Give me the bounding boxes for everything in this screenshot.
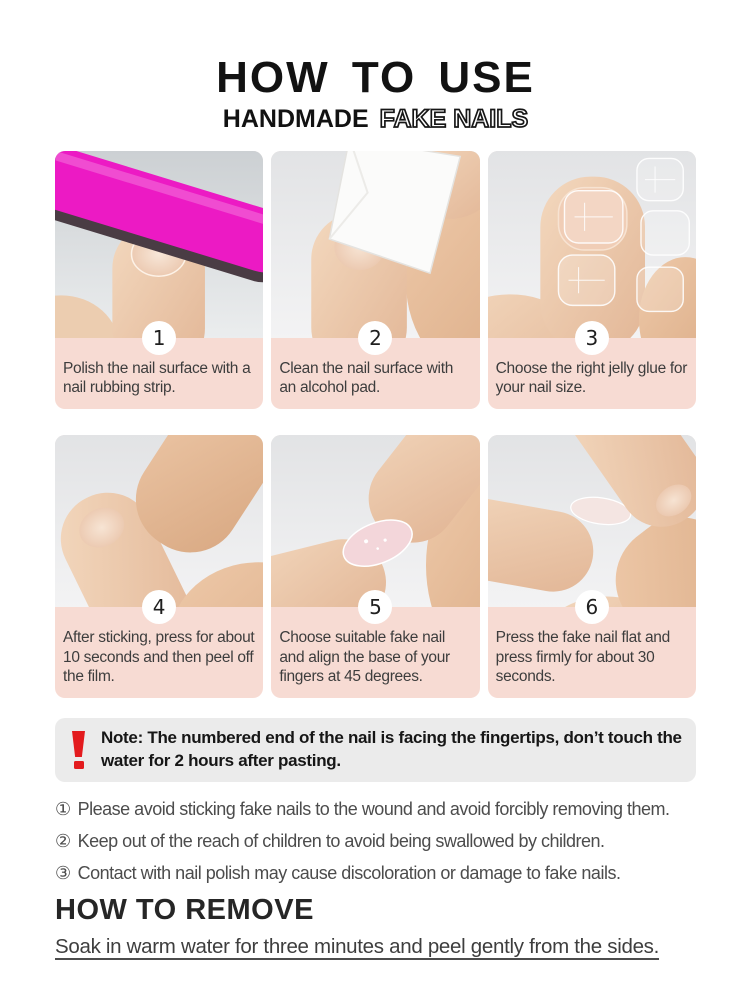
step-4-caption [55,595,263,698]
warning-text-1: Please avoid sticking fake nails to the wound and avoid forcibly removing them. [77,798,670,819]
step-card-5 [271,435,479,698]
circled-3-icon: ③ [55,862,71,884]
step-card-6 [488,435,696,698]
step-4-photo [55,435,263,607]
step-5-caption [271,595,479,698]
step-5-number-badge: 5 [358,590,392,624]
step-2-caption [271,326,479,409]
subtitle-handmade: HANDMADE [222,105,369,133]
press-flat-illustration [488,435,696,607]
step-4-caption-text: After sticking, press for about 10 seconds and then peel off the film. [63,629,255,685]
subtitle-fake-nails: FAKE NAILS [379,105,529,133]
step-card-1 [55,151,263,409]
alcohol-pad-illustration [271,151,479,338]
press-film-illustration [55,435,263,607]
warning-item-1 [55,800,696,819]
page-subtitle [55,107,696,132]
step-2-caption-text: Clean the nail surface with an alcohol pad. [279,360,454,397]
nail-file-illustration [55,151,263,338]
exclamation-icon [72,731,85,769]
step-3-caption [488,326,696,409]
warning-item-2 [55,832,696,851]
how-to-remove-heading: HOW TO REMOVE [55,893,314,926]
step-3-number-badge: 3 [575,321,609,355]
circled-1-icon: ① [55,798,71,820]
step-6-photo [488,435,696,607]
page-title: HOW TO USE [216,53,535,102]
step-5-photo [271,435,479,607]
step-card-3 [488,151,696,409]
header [55,53,696,133]
step-1-caption [55,326,263,409]
step-2-photo [271,151,479,338]
step-6-number-badge: 6 [575,590,609,624]
warnings-list [55,800,696,883]
step-6-caption [488,595,696,698]
warning-text-2: Keep out of the reach of children to avoid being swallowed by children. [77,830,605,851]
circled-2-icon: ② [55,830,71,852]
step-card-2 [271,151,479,409]
step-3-caption-text: Choose the right jelly glue for your nail size. [495,360,688,397]
jelly-glue-illustration [488,151,696,338]
note-box [55,718,696,782]
step-1-photo [55,151,263,338]
warning-text-3: Contact with nail polish may cause discoloration or damage to fake nails. [77,862,621,883]
step-1-number-badge: 1 [142,321,176,355]
note-text: Note: The numbered end of the nail is facing the fingertips, don’t touch the water for 2 hours after pasting. [101,728,682,771]
step-1-caption-text: Polish the nail surface with a nail rubbing strip. [63,360,251,397]
step-3-photo [488,151,696,338]
step-2-number-badge: 2 [358,321,392,355]
step-4-number-badge: 4 [142,590,176,624]
how-to-remove-text: Soak in warm water for three minutes and peel gently from the sides. [55,934,660,958]
align-fake-nail-illustration [271,435,479,607]
steps-grid [55,151,696,698]
step-6-caption-text: Press the fake nail flat and press firmly for about 30 seconds. [495,629,670,685]
step-5-caption-text: Choose suitable fake nail and align the base of your fingers at 45 degrees. [279,629,450,685]
step-card-4 [55,435,263,698]
warning-item-3 [55,864,696,883]
